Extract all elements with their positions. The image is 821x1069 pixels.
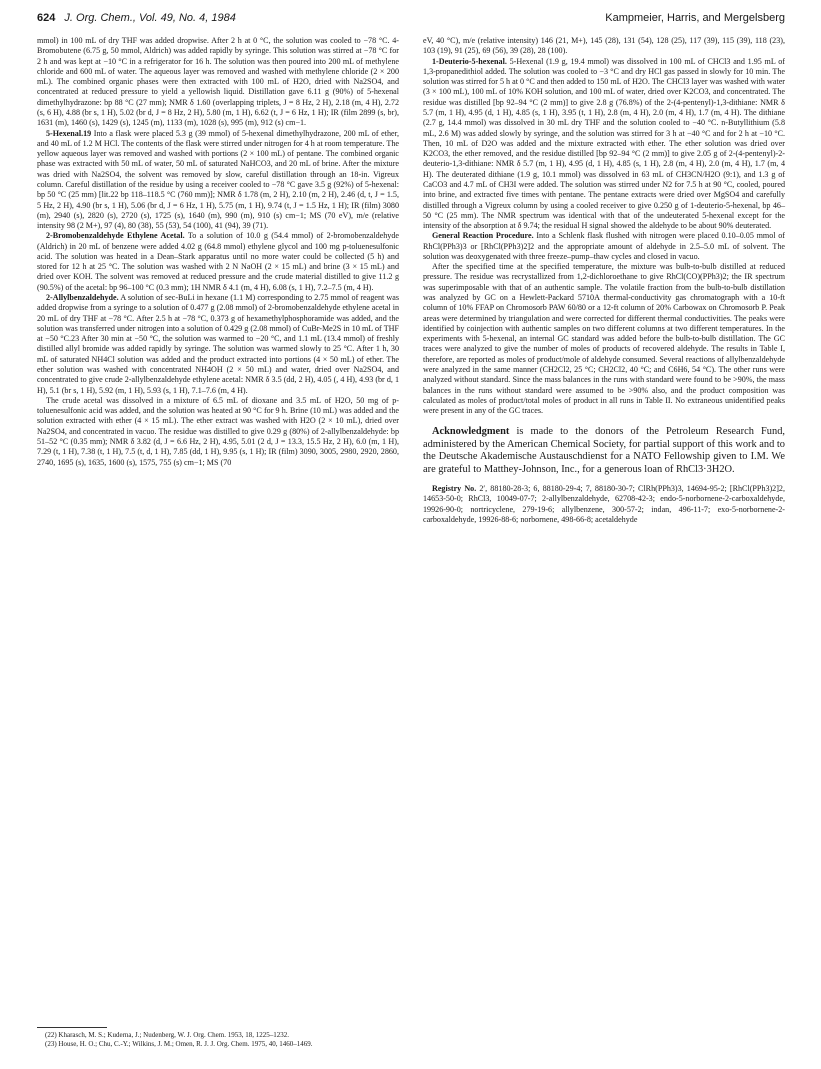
paragraph (423, 57, 785, 232)
paragraph-text: 5-Hexenal (1.9 g, 19.4 mmol) was dissolved in 100 mL of CHCl3 and 1.95 mL of 1,3-propanedithiol added. The solution was cooled to −3 °C and dry HCl gas passed in slowly for 10 min. The solution was stirred for 5 h at 0 °C and then added to 150 mL of H2O. The CHCl3 layer was washed with water (3 × 100 mL), 100 mL of 10% KOH solution, and 100 mL of water, dried over K2CO3, and concentrated. The residue was distilled [bp 92–94 °C (2 mm)] to give 2.8 g (76.8%) of the 2-(4-pentenyl)-1,3-dithiane: NMR δ 5.7 (m, 1 H), 4.95 (d, 1 H), 4.85 (s, 1 H), 3.95 (t, 1 H), 2.8 (m, 4 H), 2.0 (m, 4 H), 1.7 (m, 4 H). The dithiane (2.7 g, 14.4 mmol) was dissolved in 30 mL dry THF and the solution cooled to −40 °C. n-Butyllithium (5.8 mL, 2.6 M) was added slowly by syringe, and the solution was stirred for 3 h at −40 °C and for 2 h at −10 °C. Then, 10 mL of D2O was added and the mixture extracted with ether. The ether solution was dried over K2CO3, the ether removed, and the residue distilled [bp 92–94 °C (2 mm)] to give 2.05 g of 2-(4-pentenyl)-2-deuterio-1,3-dithiane: NMR δ 5.7 (m, 1 H), 4.95 (d, 1 H), 4.85 (s, 1 H), 2.8 (m, 4 H), 2.0 (m, 4 H), 1.7 (m, 4 H). The deuterated dithiane (1.9 g, 10.1 mmol) was dissolved in 63 mL of CH3CN/H2O (9:1), and 1.3 g of CaCO3 and 4.7 mL of CH3I were added. The solution was stirred under N2 for 7.5 h at 90 °C, cooled, poured into brine, and extracted five times with pentane. The pentane extracts were dried over MgSO4 and carefully distilled through a Vigreux column by using a cooled receiver to give 0.250 g of 1-deuterio-5-hexenal, bp 46–50 °C (25 mm). The NMR spectrum was identical with that of the undeuterated 5-hexenal except for the intensity of the absorption at δ 9.74; the residual H signal showed the aldehyde to be about 90% deuterated. (423, 56, 785, 231)
running-head (37, 12, 785, 30)
author-names: Kampmeier, Harris, and Mergelsberg (605, 12, 785, 24)
paragraph (423, 262, 785, 416)
footnotes (37, 1027, 399, 1048)
paragraph (423, 36, 785, 57)
journal-citation: J. Org. Chem., Vol. 49, No. 4, 1984 (64, 12, 236, 24)
acknowledgment-text: is made to the donors of the Petroleum Research Fund, administered by the American Chemical Society, for partial support of this work and to the Deutsche Akademische Austauschdienst for a NATO Fellowship given to I.M. We are grateful to Matthey-Johnson, Inc., for a generous loan of RhCl3·3H2O. (423, 426, 785, 475)
paragraph-text: A solution of sec-BuLi in hexane (1.1 M) corresponding to 2.75 mmol of reagent was added dropwise from a syringe to a solution of 0.477 g (2.08 mmol) of 2-bromobenzaldehyde ethylene acetal in 20 mL of dry THF at −78 °C. After 2.5 h at −78 °C, 0.373 g of hexamethylphosphoramide was added, and the solution was transferred under nitrogen into a solution of 0.429 g (2.08 mmol) of CuBr-Me2S in 10 mL of THF at −50 °C.23 After 30 min at −50 °C, the solution was warmed to −20 °C, and 1.1 mL (13.4 mmol) of freshly distilled allyl bromide was added rapidly by syringe. The solution was warmed slowly to 25 °C. After 1 h, 30 mL of saturated NH4Cl solution was added and the product extracted into portions (4 × 50 mL) of ether. The ether solution was washed with concentrated NH4OH (2 × 50 mL) and water, dried over Na2SO4, and concentrated to give crude 2-allylbenzaldehyde ethylene acetal: NMR δ 3.5 (dd, 2 H), 4.05 (, 4 H), 4.93 (br d, 1 H), 5.1 (br s, 1 H), 5.92 (m, 1 H), 5.93 (s, 1 H), 7.1–7.6 (m, 4 H). (37, 293, 399, 395)
section-heading: 2-Allylbenzaldehyde. (46, 293, 119, 303)
paragraph (37, 231, 399, 293)
footnote: (22) Kharasch, M. S.; Kuderna, J.; Nudenberg, W. J. Org. Chem. 1953, 18, 1225–1232. (45, 1031, 289, 1039)
section-heading: General Reaction Procedure. (432, 231, 534, 241)
left-column (37, 36, 399, 525)
acknowledgment-heading: Acknowledgment (432, 426, 510, 438)
registry-text: 2′, 88180-28-3; 6, 88180-29-4; 7, 88180-30-7; ClRh(PPh3)3, 14694-95-2; [RhCl(PPh3)2]2, 14653-50-0; RhCl3, 10049-07-7; 2-allylbenzaldehyde, 62708-42-3; endo-5-norbornene-2-carboxaldehyde, 19926-90-0; nortricyclene, 279-19-6; allylbenzene, 300-57-2; indan, 496-11-7; exo-5-norbornene-2-carboxaldehyde, 19926-88-6; norbornene, 498-66-8; acetaldehyde (423, 484, 785, 524)
registry-heading: Registry No. (432, 484, 477, 494)
registry-numbers (423, 484, 785, 525)
paragraph (423, 231, 785, 262)
section-heading: 2-Bromobenzaldehyde Ethylene Acetal. (46, 231, 185, 241)
paragraph-text: eV, 40 °C), m/e (relative intensity) 146 (21, M+), 145 (28), 131 (54), 128 (25), 117 (39), 115 (39), 118 (23), 103 (19), 91 (25), 69 (56), 39 (28), 28 (100). (423, 36, 785, 56)
right-column (423, 36, 785, 525)
paragraph-text: mmol) in 100 mL of dry THF was added dropwise. After 2 h at 0 °C, the solution was cooled to −78 °C. 4-Bromobutene (6.75 g, 50 mmol, Aldrich) was added rapidly by syringe. This solution was stirred at −78 °C for 2 h and was kept at −10 °C in a refrigerator for 16 h. The solution was then poured into 200 mL of methylene chloride and 600 mL of water. The aqueous layer was removed and washed with methylene chloride (2 × 200 mL). The combined organic phases were then extracted with 100 mL of H2O, dried with Na2SO4, and concentrated at reduced pressure to yield a yellowish liquid. Distillation gave 6.11 g (90%) of 5-hexenal dimethylhydrazone: bp 88 °C (27 mm); NMR δ 1.60 (overlapping triplets, J = 8 Hz, 2 H), 2.18 (m, 4 H), 2.72 (s, 6 H), 4.88 (br s, 1 H), 5.02 (br d, J = 8 Hz, 2 H), 5.80 (m, 1 H), 6.62 (t, J = 6 Hz, 1 H); IR (film 2899 (s, br), 1631 (m), 1460 (s), 1429 (s), 1245 (m), 1133 (m), 1028 (s), 995 (m), 912 (s) cm−1. (37, 36, 399, 128)
running-head-left (37, 12, 236, 24)
footnote-rule (37, 1027, 107, 1028)
paragraph-text: Into a flask were placed 5.3 g (39 mmol) of 5-hexenal dimethylhydrazone, 200 mL of ether, and 40 mL of 1.2 M HCl. The contents of the flask were stirred under nitrogen for 4 h at room temperature. The yellow aqueous layer was removed and washed with portions (2 × 100 mL) of pentane. The combined organic phase was extracted with 50 mL of water, 50 mL of saturated NaHCO3, and 20 mL of brine. After the mixture was dried with Na2SO4, the solvent was removed by slow, careful distillation through an 18-in. Vigreux column. Careful distillation of the residue by using a receiver cooled to −78 °C gave 3.5 g (92%) of 5-hexenal: bp 50 °C (25 mm) [lit.22 bp 118–118.5 °C (760 mm)]; NMR δ 1.78 (m, 2 H), 2.10 (m, 2 H), 2.46 (d, t, J = 1.5, 5 Hz, 2 H), 4.90 (br s, 1 H), 5.06 (br d, J = 6 Hz, 1 H), 5.75 (m, 1 H), 9.74 (t, J = 1.5 Hz, 1 H); IR (film) 3080 (m), 2940 (s), 2820 (s), 2720 (s), 1725 (s), 1640 (m), 990 (m), 910 (s) cm−1; MS (70 eV), m/e (relative intensity 98 (2 M+), 97 (4), 80 (38), 55 (53), 54 (100), 41 (94), 39 (71). (37, 128, 399, 231)
paragraph-text: Into a Schlenk flask flushed with nitrogen were placed 0.10–0.05 mmol of RhCl(PPh3)3 or [RhCl(PPh3)2]2 and the appropriate amount of aldehyde in 2.5–5.0 mL of solvent. The solution was deoxygenated with three freeze–pump–thaw cycles and closed in vacuo. (423, 231, 785, 261)
paragraph (37, 36, 399, 129)
acknowledgment (423, 426, 785, 476)
paragraph (37, 396, 399, 468)
paragraph-text: To a solution of 10.0 g (54.4 mmol) of 2-bromobenzaldehyde (Aldrich) in 20 mL of benzene were added 4.02 g (64.8 mmol) ethylene glycol and 100 mg p-toluenesulfonic acid. The solution was heated in a Dean–Stark apparatus until no more water could be collected (5 h) and stored for 12 h at 25 °C. The solution was washed with 2 N NaOH (2 × 15 mL) and brine (3 × 15 mL) and dried over KOH. The solvent was removed at reduced pressure and the crude material distilled to give 11.2 g (90.5%) of the acetal: bp 96–100 °C (0.3 mm); 1H NMR δ 4.1 (m, 4 H), 6.08 (s, 1 H), 7.2–7.5 (m, 4 H). (37, 231, 399, 292)
page-number: 624 (37, 12, 56, 24)
paragraph-text: The crude acetal was dissolved in a mixture of 6.5 mL of dioxane and 3.5 mL of H2O, 50 mg of p-toluenesulfonic acid was added, and the solution was heated at 90 °C for 9 h. Brine (10 mL) was added and the solution extracted with ether (4 × 15 mL). The ether extract was washed with H2O (2 × 10 mL), dried over Na2SO4, and concentrated in vacuo. The residue was distilled to give 0.29 g (80%) of 2-allylbenzaldehyde: bp 51–52 °C (0.35 mm); NMR δ 3.82 (d, J = 6.6 Hz, 2 H), 4.95, 5.01 (2 d, J = 13.3, 15.5 Hz, 2 H), 6.0 (m, 1 H), 7.29 (t, 1 H), 7.38 (t, 1 H), 7.5 (t, d, 1 H), 7.85 (dd, 1 H), 9.95 (s, 1 H); IR (film) 3090, 3005, 2980, 2920, 2860, 2740, 1695 (s), 1635, 1600 (s), 1575, 755 (s) cm−1; MS (70 (37, 395, 399, 467)
footnote: (23) House, H. O.; Chu, C.-Y.; Wilkins, J. M.; Omen, R. J. J. Org. Chem. 1975, 40, 1460–1469. (45, 1039, 313, 1048)
paragraph (37, 129, 399, 232)
paragraph-text: After the specified time at the specified temperature, the mixture was bulb-to-bulb distilled at reduced pressure. The residue was recrystallized from 1,2-dichloroethane to give RhCl(CO)(PPh3)2; the IR spectrum was superimposable with that of an authentic sample. The volatile fraction from the bulb-to-bulb distillation was analyzed by GC on a Hewlett-Packard 5710A thermal-conductivity gas chromatograph with a 10-ft column of 10% FFAP on Chromosorb PAW 60/80 or a 12-ft column of 20% Carbowax on Chromosorb P. Peak areas were determined by triangulation and were corrected for different thermal conductivities. The peaks were identified by coinjection with authentic samples on two different columns at two different temperatures. In the experiments with 5-hexenal, an internal GC standard was added before the bulb-to-bulb distillation. The GC traces were analyzed to give the number of moles of products of recovered aldehyde. The results in Table I, therefore, are reported as moles of product/mole of aldehyde consumed. Several reactions of allylbenzaldehyde were analyzed in the same manner (CH2Cl2, 25 °C; CH2Cl2, 40 °C; and C6H6, 54 °C). The other runs were analyzed without standard. Since the mass balances in the runs with standard were found to be >90%, the mass balances in the runs without standard were assumed to be >90% also, and the product composition was calculated as moles of product/total moles of product in all runs in Table II. No extraneous unidentified peaks were present in any of the GC traces. (423, 262, 785, 416)
paragraph (37, 293, 399, 396)
section-heading: 5-Hexenal.19 (46, 128, 92, 138)
section-heading: 1-Deuterio-5-hexenal. (432, 56, 507, 66)
article-body (37, 36, 785, 525)
